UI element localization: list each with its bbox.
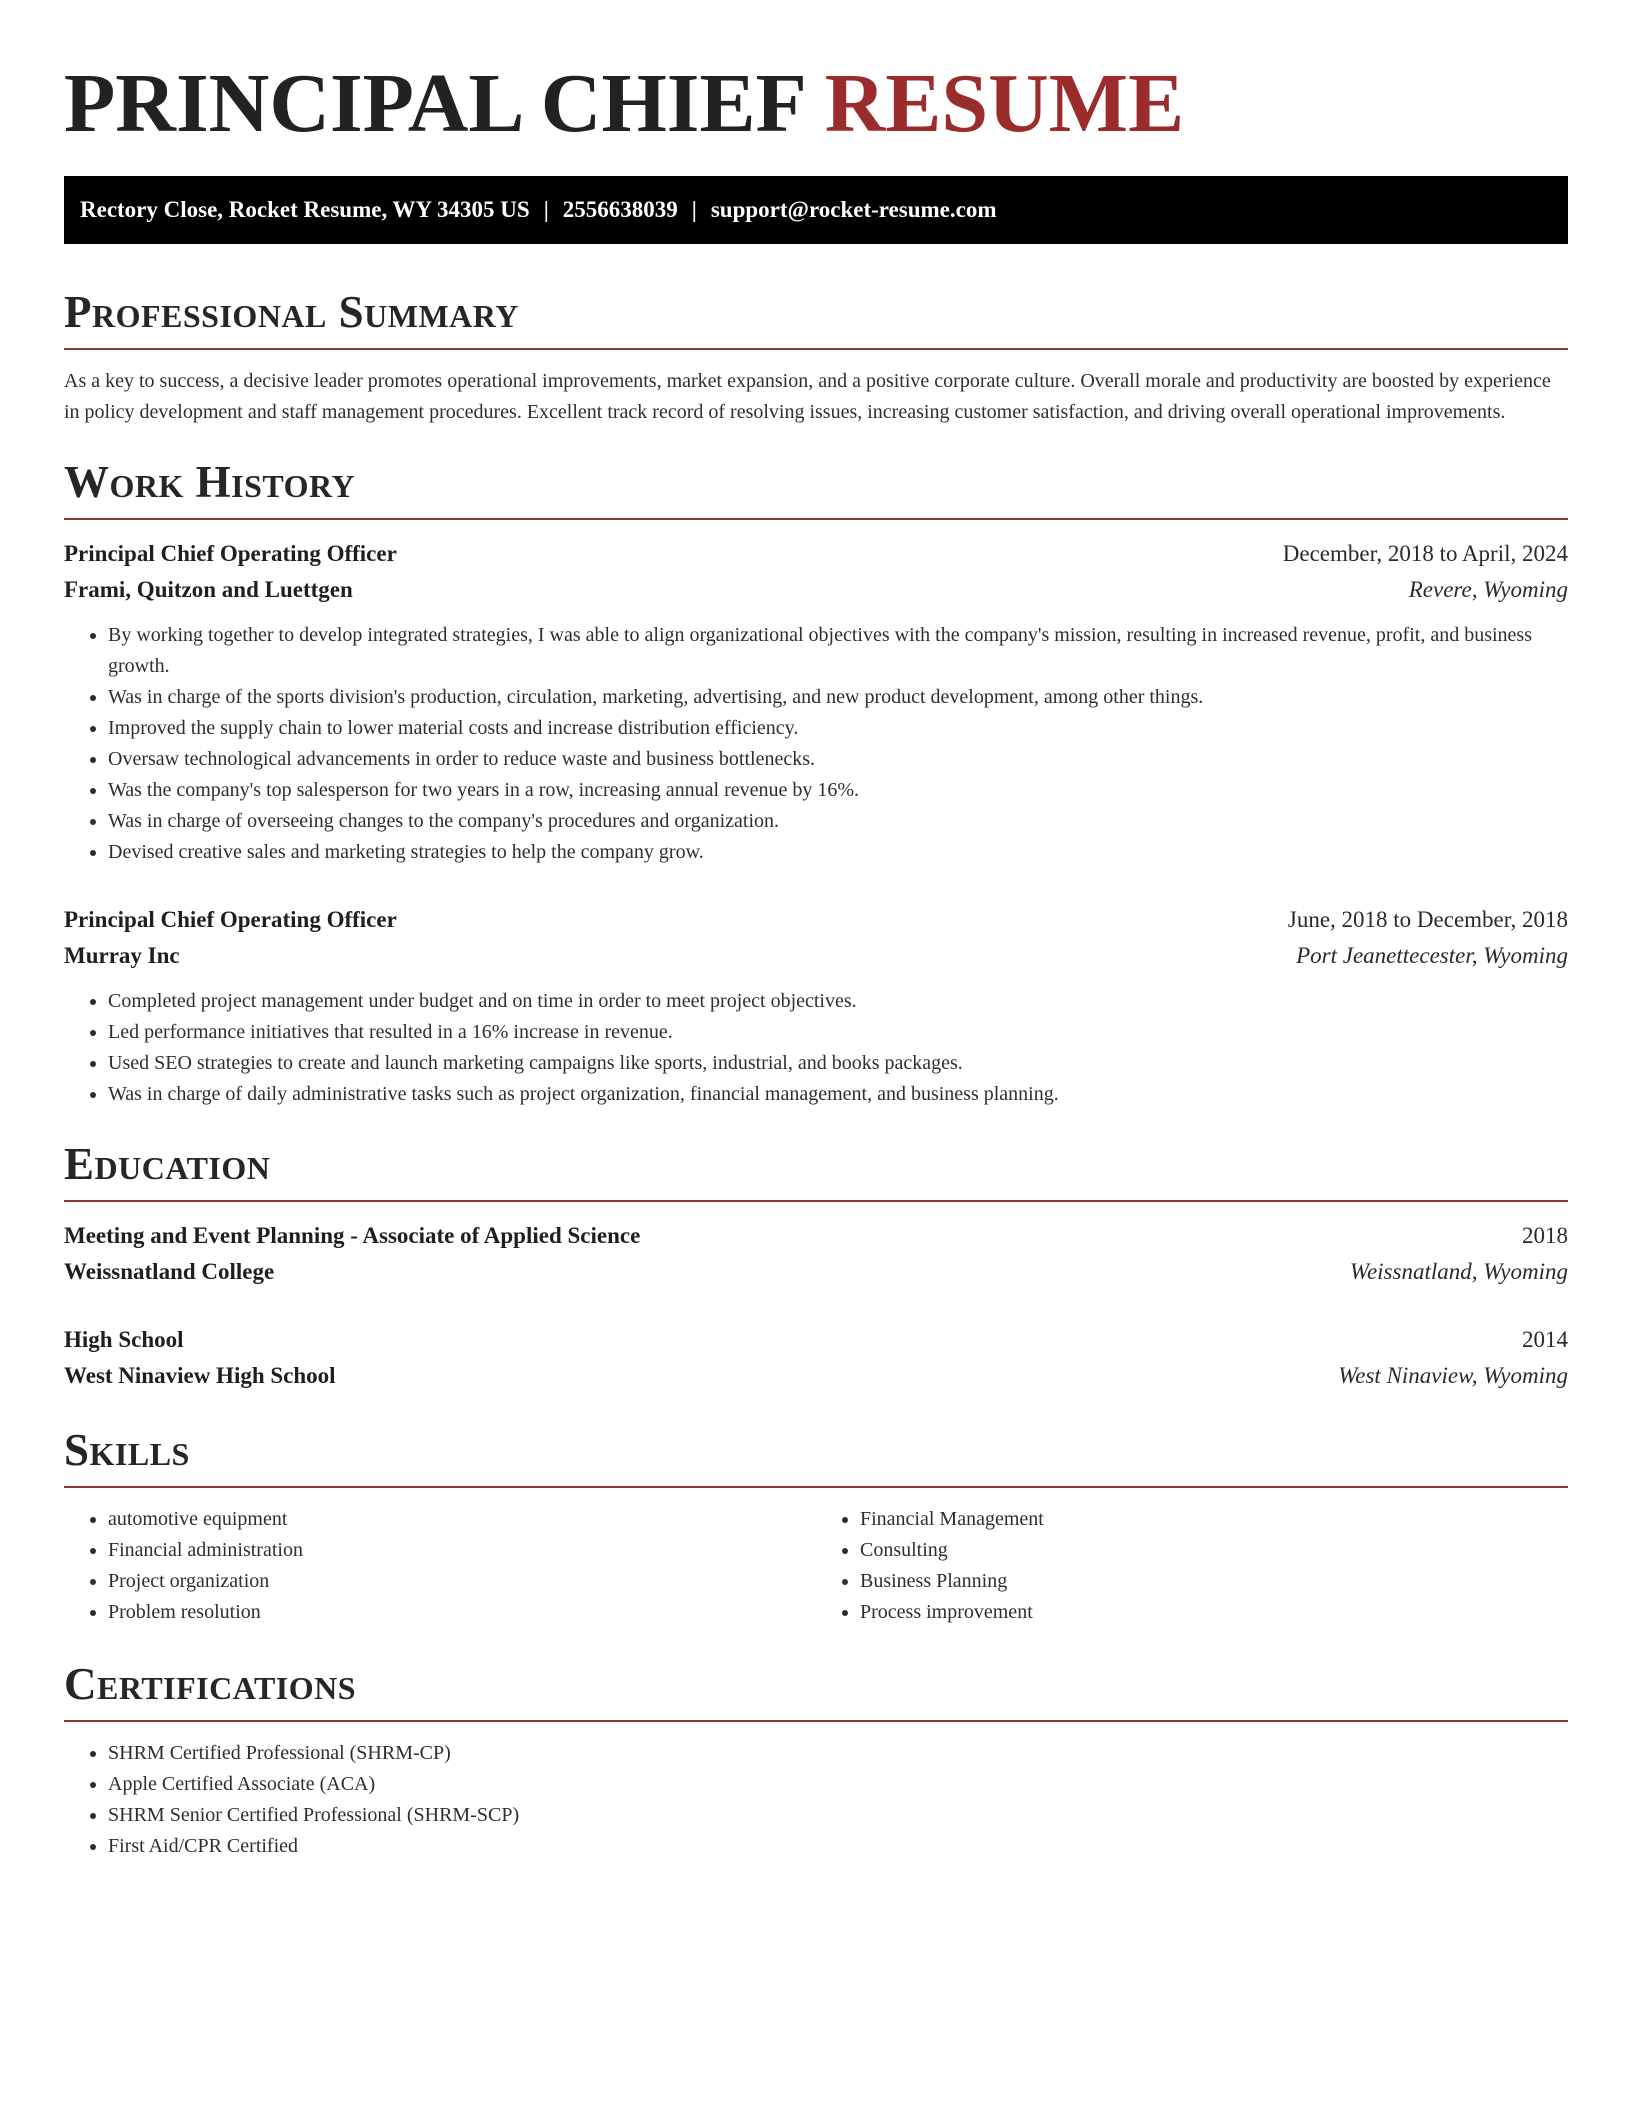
- section-title-education: Education: [64, 1139, 271, 1189]
- job-company-row: [64, 938, 1568, 974]
- education-entry: [64, 1322, 1568, 1394]
- education-school: Weissnatland College: [64, 1259, 275, 1284]
- job-bullet-list: [64, 986, 1568, 1110]
- education-degree: High School: [64, 1327, 184, 1352]
- certification-item: • SHRM Senior Certified Professional (SHRM-SCP): [108, 1800, 1568, 1831]
- section-divider: [64, 1486, 1568, 1488]
- skill-item: • Business Planning: [860, 1566, 1568, 1597]
- job-bullet: • Improved the supply chain to lower material costs and increase distribution efficiency.: [108, 713, 1568, 744]
- job-bullet: • Used SEO strategies to create and launch marketing campaigns like sports, industrial, and books packages.: [108, 1048, 1568, 1079]
- contact-separator: |: [691, 197, 697, 222]
- contact-bar: [64, 176, 1568, 244]
- contact-separator: |: [543, 197, 549, 222]
- section-title-skills: Skills: [64, 1425, 190, 1475]
- job-bullet: • Devised creative sales and marketing strategies to help the company grow.: [108, 837, 1568, 868]
- education-location: West Ninaview, Wyoming: [1338, 1363, 1568, 1388]
- name-first: PRINCIPAL CHIEF: [64, 57, 804, 150]
- skill-item: • Financial administration: [108, 1535, 816, 1566]
- skill-item: • Problem resolution: [108, 1597, 816, 1628]
- education-year: 2018: [1522, 1223, 1568, 1248]
- job-role: Principal Chief Operating Officer: [64, 541, 397, 566]
- contact-email: support@rocket-resume.com: [710, 197, 997, 222]
- job-entry: [64, 536, 1568, 868]
- summary-text: As a key to success, a decisive leader promotes operational improvements, market expansion, and a positive corporate culture. Overall morale and productivity are boosted by experience in policy development and staff management procedures. Excellent track record of resolving issues, increasing customer satisfaction, and driving overall operational improvements.: [64, 370, 1551, 423]
- education-degree: Meeting and Event Planning - Associate of Applied Science: [64, 1223, 641, 1248]
- name-last: RESUME: [824, 57, 1185, 150]
- job-company-row: [64, 572, 1568, 608]
- certifications-list: [64, 1738, 1568, 1862]
- job-dates: December, 2018 to April, 2024: [1282, 541, 1568, 566]
- summary-section: [64, 286, 1568, 428]
- education-location: Weissnatland, Wyoming: [1349, 1259, 1568, 1284]
- work-history-section: [64, 456, 1568, 1110]
- section-divider: [64, 1200, 1568, 1202]
- certification-item: • Apple Certified Associate (ACA): [108, 1769, 1568, 1800]
- education-school-row: [64, 1254, 1568, 1290]
- skills-section: [64, 1424, 1568, 1628]
- job-location: Revere, Wyoming: [1408, 577, 1568, 602]
- education-entry: [64, 1218, 1568, 1290]
- job-bullet: • By working together to develop integrated strategies, I was able to align organizational objectives with the company's mission, resulting in increased revenue, profit, and business growth.: [108, 620, 1568, 682]
- job-location: Port Jeanettecester, Wyoming: [1296, 943, 1568, 968]
- skill-item: • Financial Management: [860, 1504, 1568, 1535]
- job-header-row: [64, 536, 1568, 572]
- section-title-certifications: Certifications: [64, 1659, 357, 1709]
- certifications-section: [64, 1658, 1568, 1862]
- skills-columns: [64, 1504, 1568, 1628]
- section-divider: [64, 1720, 1568, 1722]
- contact-phone: 2556638039: [562, 197, 678, 222]
- job-header-row: [64, 902, 1568, 938]
- job-bullet: • Led performance initiatives that resulted in a 16% increase in revenue.: [108, 1017, 1568, 1048]
- contact-address: Rectory Close, Rocket Resume, WY 34305 US: [80, 197, 530, 222]
- job-bullet-list: [64, 620, 1568, 868]
- education-school: West Ninaview High School: [64, 1363, 336, 1388]
- job-bullet: • Was in charge of overseeing changes to the company's procedures and organization.: [108, 806, 1568, 837]
- section-title-summary: Professional Summary: [64, 287, 519, 337]
- education-header-row: [64, 1322, 1568, 1358]
- job-bullet: • Was in charge of the sports division's production, circulation, marketing, advertising, and new product development, among other things.: [108, 682, 1568, 713]
- education-header-row: [64, 1218, 1568, 1254]
- section-divider: [64, 518, 1568, 520]
- job-bullet: • Was the company's top salesperson for two years in a row, increasing annual revenue by 16%.: [108, 775, 1568, 806]
- section-title-work: Work History: [64, 457, 356, 507]
- section-divider: [64, 348, 1568, 350]
- job-bullet: • Oversaw technological advancements in order to reduce waste and business bottlenecks.: [108, 744, 1568, 775]
- skill-item: • Project organization: [108, 1566, 816, 1597]
- skills-list-left: [64, 1504, 816, 1628]
- resume-name: [64, 52, 1568, 156]
- skill-item: • Process improvement: [860, 1597, 1568, 1628]
- certification-item: • SHRM Certified Professional (SHRM-CP): [108, 1738, 1568, 1769]
- skills-list-right: [816, 1504, 1568, 1628]
- job-bullet: • Completed project management under budget and on time in order to meet project objectives.: [108, 986, 1568, 1017]
- certification-item: • First Aid/CPR Certified: [108, 1831, 1568, 1862]
- job-entry: [64, 902, 1568, 1110]
- skill-item: • automotive equipment: [108, 1504, 816, 1535]
- skill-item: • Consulting: [860, 1535, 1568, 1566]
- education-section: [64, 1138, 1568, 1394]
- education-school-row: [64, 1358, 1568, 1394]
- job-role: Principal Chief Operating Officer: [64, 907, 397, 932]
- job-bullet: • Was in charge of daily administrative tasks such as project organization, financial management, and business planning.: [108, 1079, 1568, 1110]
- job-dates: June, 2018 to December, 2018: [1287, 907, 1568, 932]
- education-year: 2014: [1522, 1327, 1568, 1352]
- job-company: Frami, Quitzon and Luettgen: [64, 577, 353, 602]
- job-company: Murray Inc: [64, 943, 180, 968]
